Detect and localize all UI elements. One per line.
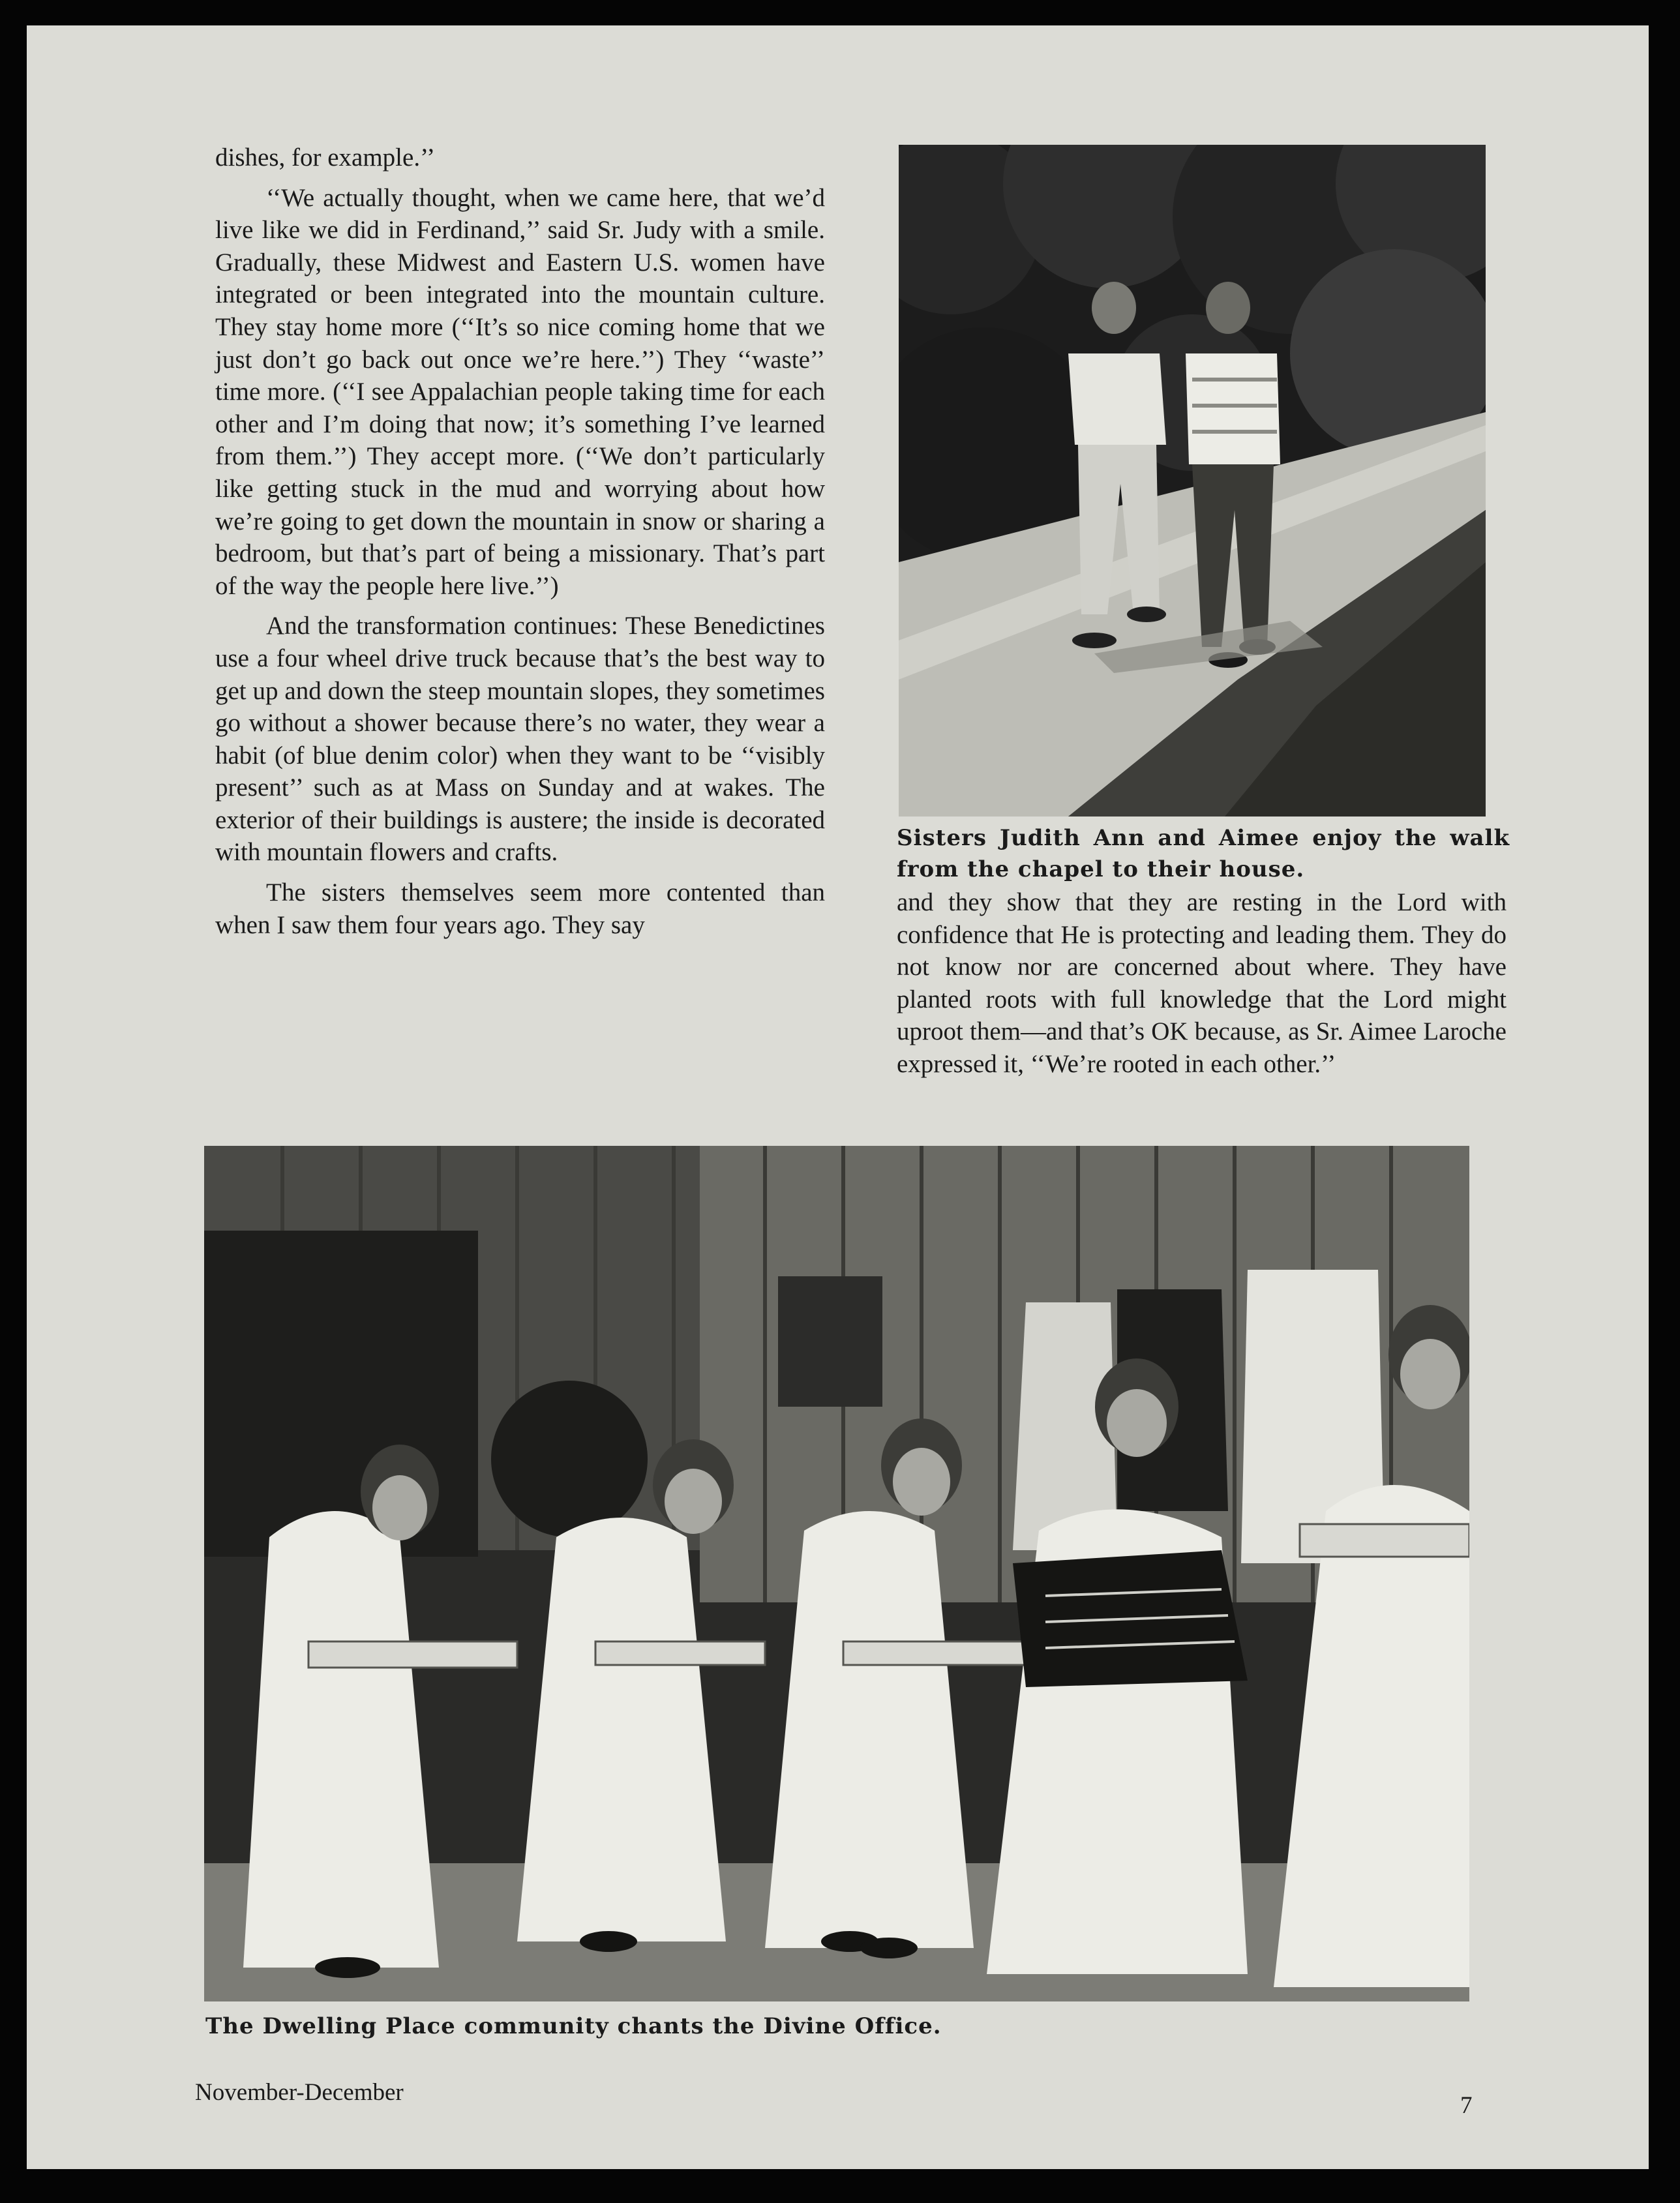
paragraph: ‘‘We actually thought, when we came here, that we’d live like we did in Ferdinand,’’ said Sr. Judy with a smile. Gradually, these Midwest and Eastern U.S. women have integrated or been integrated into the mountain culture. They stay home more (‘‘It’s so nice coming home that we just don’t go back out once we’re here.’’) They ‘‘waste’’ time more. (‘‘I see Appalachian people taking time for each other and I’m doing that now; it’s something I’ve learned from them.’’) They accept more. (‘‘We don’t particularly like getting stuck in the mud and worrying about how we’re going to get down the mountain in snow or sharing a bedroom, but that’s part of being a missionary. That’s part of the way the people here live.’’) — [215, 183, 825, 600]
photo-office-illustration — [204, 1146, 1469, 2001]
photo-sisters-walking — [899, 145, 1486, 817]
article-right-column — [897, 886, 1507, 1088]
photo-walk-illustration — [899, 145, 1486, 817]
article-left-column — [215, 142, 825, 949]
photo-walk-caption: Sisters Judith Ann and Aimee enjoy the walk from the chapel to their house. — [897, 825, 1510, 882]
page-number: 7 — [1460, 2092, 1473, 2119]
paragraph: and they show that they are resting in the Lord with confidence that He is protecting and leading them. They do not know nor are concerned about where. They have planted roots with full knowledge that the Lord might uproot them—and that’s OK because, as Sr. Aimee Laroche expressed it, ‘‘We’re rooted in each other.’’ — [897, 888, 1507, 1078]
paragraph: dishes, for example.’’ — [215, 143, 436, 172]
paragraph: The sisters themselves seem more contented than when I saw them four years ago. They say — [215, 878, 825, 939]
photo-divine-office — [204, 1146, 1469, 2001]
paragraph: And the transformation continues: These Benedictines use a four wheel drive truck because that’s the best way to get up and down the steep mountain slopes, they sometimes go without a shower because there’s no water, they wear a habit (of blue denim color) when they want to be ‘‘visibly present’’ such as at Mass on Sunday and at wakes. The exterior of their buildings is austere; the inside is decorated with mountain flowers and crafts. — [215, 612, 825, 867]
footer-issue-date: November-December — [195, 2079, 404, 2106]
magazine-page — [27, 25, 1649, 2169]
photo-office-caption: The Dwelling Place community chants the Divine Office. — [205, 2013, 942, 2039]
